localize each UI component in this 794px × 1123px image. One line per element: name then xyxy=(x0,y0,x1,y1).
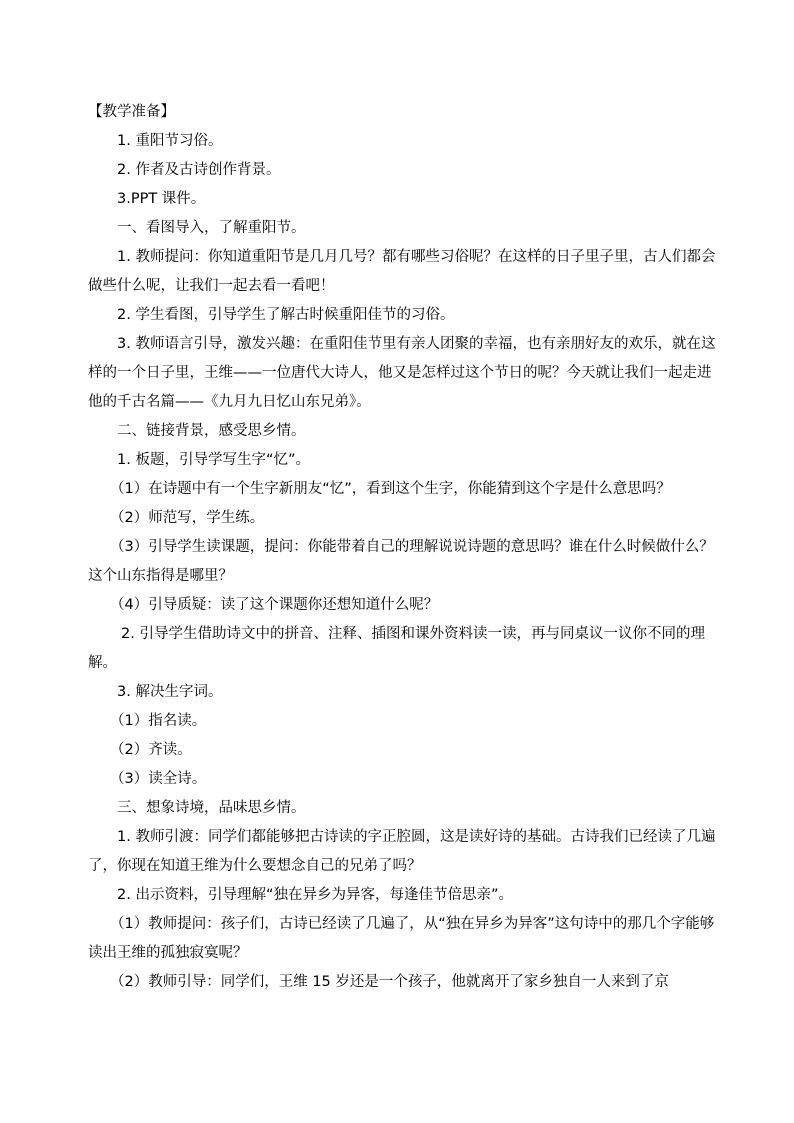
paragraph: 2. 出示资料，引导理解“独在异乡为异客，每逢佳节倍思亲”。 xyxy=(117,887,513,903)
list-item: 2. 作者及古诗创作背景。 xyxy=(117,162,281,178)
section-heading: 【教学准备】 xyxy=(88,104,175,120)
section-heading: 一、看图导入，了解重阳节。 xyxy=(117,220,306,236)
paragraph: 2. 引导学生借助诗文中的拼音、注释、插图和课外资料读一读，再与同桌议一议你不同的理解。 xyxy=(88,626,705,671)
paragraph: 1. 教师提问：你知道重阳节是几月几号？都有哪些习俗呢？在这样的日子里子里，古人们都会做些什么呢，让我们一起去看一看吧！ xyxy=(88,249,716,294)
sub-item: （2）教师引导：同学们，王维 15 岁还是一个孩子，他就离开了家乡独自一人来到了京 xyxy=(110,974,669,990)
list-item: 1. 重阳节习俗。 xyxy=(117,133,223,149)
list-item: 3.PPT 课件。 xyxy=(117,191,206,207)
paragraph: 1. 教师引渡：同学们都能够把古诗读的字正腔圆，这是读好诗的基础。古诗我们已经读了几遍了，你现在知道王维为什么要想念自己的兄弟了吗？ xyxy=(88,829,716,874)
sub-item: （2）师范写，学生练。 xyxy=(110,510,265,526)
sub-item: （1）指名读。 xyxy=(110,713,207,729)
section-heading: 三、想象诗境，品味思乡情。 xyxy=(117,800,306,816)
sub-item: （3）读全诗。 xyxy=(110,771,207,787)
sub-item: （3）引导学生读课题，提问：你能带着自己的理解说说诗题的意思吗？谁在什么时候做什么？这个山东指得是哪里？ xyxy=(88,539,714,584)
paragraph: 1. 板题，引导学写生字“忆”。 xyxy=(117,452,310,468)
paragraph: 2. 学生看图，引导学生了解古时候重阳佳节的习俗。 xyxy=(117,307,455,323)
sub-item: （4）引导质疑：读了这个课题你还想知道什么呢？ xyxy=(110,597,439,613)
document-body xyxy=(88,98,722,997)
paragraph: 3. 教师语言引导，激发兴趣：在重阳佳节里有亲人团聚的幸福，也有亲朋好友的欢乐，就在这样的一个日子里，王维——一位唐代大诗人，他又是怎样过这个节日的呢？今天就让我们一起走进他的千古名篇——《九月九日忆山东兄弟》。 xyxy=(88,336,716,410)
sub-item: （2）齐读。 xyxy=(110,742,192,758)
paragraph: 3. 解决生字词。 xyxy=(117,684,223,700)
sub-item: （1）在诗题中有一个生字新朋友“忆”，看到这个生字，你能猜到这个字是什么意思吗？ xyxy=(110,481,671,497)
section-heading: 二、链接背景，感受思乡情。 xyxy=(117,423,306,439)
sub-item: （1）教师提问：孩子们，古诗已经读了几遍了，从“独在异乡为异客”这句诗中的那几个字能够读出王维的孤独寂寞呢？ xyxy=(88,916,715,961)
